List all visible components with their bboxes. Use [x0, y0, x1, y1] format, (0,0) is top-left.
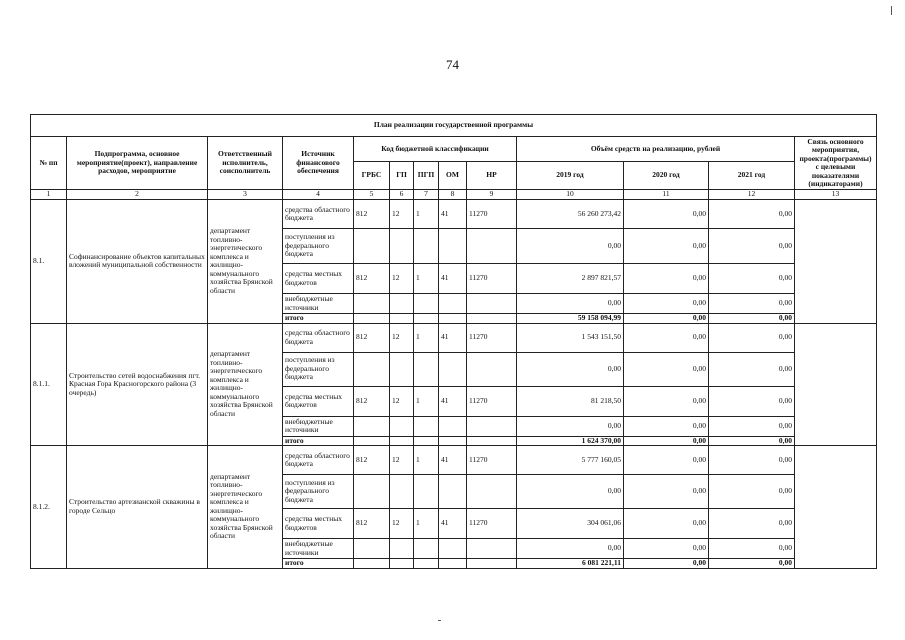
- value-2019: 0,00: [517, 475, 624, 509]
- value-2020: 0,00: [624, 229, 709, 264]
- value-2021: 0,00: [709, 229, 795, 264]
- indicator-link-cell: [795, 323, 877, 446]
- value-2019: 56 260 273,42: [517, 200, 624, 229]
- grbs-cell: [354, 416, 390, 436]
- pgp-cell: 1: [414, 264, 439, 294]
- table-title: План реализации государственной программы: [31, 115, 877, 137]
- value-2021: 0,00: [709, 200, 795, 229]
- value-2021: 0,00: [709, 509, 795, 539]
- grbs-cell: [354, 539, 390, 559]
- column-number: 9: [467, 190, 517, 200]
- indicator-link-cell: [795, 446, 877, 569]
- total-2021: 0,00: [709, 436, 795, 446]
- om-cell: [439, 416, 467, 436]
- table-row: [31, 200, 877, 229]
- value-2020: 0,00: [624, 352, 709, 386]
- header-2020: 2020 год: [624, 162, 709, 190]
- nr-cell: 11270: [467, 509, 517, 539]
- column-number: 5: [354, 190, 390, 200]
- gp-cell: [390, 229, 414, 264]
- value-2021: 0,00: [709, 446, 795, 475]
- value-2020: 0,00: [624, 416, 709, 436]
- source-cell: средства местных бюджетов: [283, 509, 354, 539]
- grbs-cell: 812: [354, 446, 390, 475]
- column-number: 13: [795, 190, 877, 200]
- nr-cell: [467, 352, 517, 386]
- page-number: 74: [446, 57, 459, 72]
- value-2021: 0,00: [709, 323, 795, 352]
- grbs-cell: 812: [354, 200, 390, 229]
- om-cell: 41: [439, 200, 467, 229]
- source-cell: средства местных бюджетов: [283, 386, 354, 416]
- gp-cell: [390, 294, 414, 314]
- row-number: 8.1.1.: [31, 323, 67, 446]
- pgp-cell: [414, 539, 439, 559]
- nr-cell: [467, 475, 517, 509]
- pgp-cell: 1: [414, 200, 439, 229]
- om-cell: 41: [439, 446, 467, 475]
- row-number: 8.1.2.: [31, 446, 67, 569]
- gp-cell: [390, 352, 414, 386]
- value-2019: 0,00: [517, 294, 624, 314]
- value-2021: 0,00: [709, 352, 795, 386]
- total-2021: 0,00: [709, 559, 795, 569]
- grbs-cell: 812: [354, 386, 390, 416]
- table-row: [31, 446, 877, 475]
- header-source: Источник финансового обеспечения: [283, 137, 354, 190]
- value-2021: 0,00: [709, 386, 795, 416]
- column-number: 11: [624, 190, 709, 200]
- header-number: № пп: [31, 137, 67, 190]
- value-2020: 0,00: [624, 509, 709, 539]
- value-2021: 0,00: [709, 539, 795, 559]
- grbs-cell: 812: [354, 323, 390, 352]
- gp-cell: 12: [390, 200, 414, 229]
- header-nr: НР: [467, 162, 517, 190]
- executor-name: департамент топливно-энергетического комплекса и жилищно-коммунального хозяйства Брянской области: [208, 200, 283, 324]
- gp-cell: 12: [390, 323, 414, 352]
- table-row: [31, 323, 877, 352]
- source-cell: внебюджетные источники: [283, 294, 354, 314]
- column-number: 3: [208, 190, 283, 200]
- gp-cell: 12: [390, 509, 414, 539]
- om-cell: [439, 294, 467, 314]
- header-2019: 2019 год: [517, 162, 624, 190]
- nr-cell: 11270: [467, 323, 517, 352]
- total-2020: 0,00: [624, 559, 709, 569]
- value-2021: 0,00: [709, 294, 795, 314]
- nr-cell: 11270: [467, 446, 517, 475]
- nr-cell: [467, 416, 517, 436]
- pgp-cell: [414, 416, 439, 436]
- source-cell: поступления из федерального бюджета: [283, 229, 354, 264]
- nr-cell: [467, 539, 517, 559]
- grbs-cell: [354, 229, 390, 264]
- gp-cell: 12: [390, 386, 414, 416]
- pgp-cell: [414, 229, 439, 264]
- om-cell: [439, 229, 467, 264]
- pgp-cell: 1: [414, 323, 439, 352]
- pgp-cell: [414, 475, 439, 509]
- program-plan-table: [30, 114, 877, 569]
- total-label: итого: [283, 436, 354, 446]
- value-2020: 0,00: [624, 200, 709, 229]
- om-cell: 41: [439, 323, 467, 352]
- header-link: Связь основного мероприятия, проекта(программы) с целевыми показателями (индикаторами): [795, 137, 877, 190]
- total-label: итого: [283, 559, 354, 569]
- value-2020: 0,00: [624, 264, 709, 294]
- value-2020: 0,00: [624, 539, 709, 559]
- column-number: 10: [517, 190, 624, 200]
- source-cell: поступления из федерального бюджета: [283, 475, 354, 509]
- activity-name: Строительство сетей водоснабжения пгт. Красная Гора Красногорского района (3 очередь): [67, 323, 208, 446]
- gp-cell: [390, 475, 414, 509]
- column-number: 1: [31, 190, 67, 200]
- om-cell: 41: [439, 386, 467, 416]
- value-2020: 0,00: [624, 446, 709, 475]
- column-number: 2: [67, 190, 208, 200]
- column-number: 8: [439, 190, 467, 200]
- scan-mark: [891, 6, 892, 15]
- value-2021: 0,00: [709, 264, 795, 294]
- om-cell: [439, 352, 467, 386]
- value-2019: 81 218,50: [517, 386, 624, 416]
- pgp-cell: [414, 352, 439, 386]
- executor-name: департамент топливно-энергетического комплекса и жилищно-коммунального хозяйства Брянской области: [208, 446, 283, 569]
- om-cell: [439, 475, 467, 509]
- om-cell: 41: [439, 264, 467, 294]
- gp-cell: 12: [390, 264, 414, 294]
- grbs-cell: [354, 475, 390, 509]
- source-cell: средства областного бюджета: [283, 446, 354, 475]
- source-cell: средства областного бюджета: [283, 323, 354, 352]
- value-2019: 5 777 160,05: [517, 446, 624, 475]
- total-2019: 59 158 094,99: [517, 314, 624, 324]
- gp-cell: 12: [390, 446, 414, 475]
- header-grbs: ГРБС: [354, 162, 390, 190]
- activity-name: Строительство артезианской скважины в городе Сельцо: [67, 446, 208, 569]
- nr-cell: 11270: [467, 386, 517, 416]
- nr-cell: [467, 229, 517, 264]
- value-2020: 0,00: [624, 323, 709, 352]
- header-volume: Объём средств на реализацию, рублей: [517, 137, 795, 162]
- scan-mark: [438, 620, 441, 621]
- value-2019: 0,00: [517, 416, 624, 436]
- total-2019: 6 081 221,11: [517, 559, 624, 569]
- nr-cell: 11270: [467, 200, 517, 229]
- value-2019: 0,00: [517, 539, 624, 559]
- source-cell: внебюджетные источники: [283, 539, 354, 559]
- total-label: итого: [283, 314, 354, 324]
- nr-cell: 11270: [467, 264, 517, 294]
- value-2019: 2 897 821,57: [517, 264, 624, 294]
- pgp-cell: 1: [414, 386, 439, 416]
- value-2020: 0,00: [624, 294, 709, 314]
- header-pgp: ПГП: [414, 162, 439, 190]
- program-plan-table-wrapper: [30, 114, 877, 569]
- om-cell: [439, 539, 467, 559]
- header-2021: 2021 год: [709, 162, 795, 190]
- column-number: 6: [390, 190, 414, 200]
- grbs-cell: 812: [354, 264, 390, 294]
- value-2021: 0,00: [709, 416, 795, 436]
- header-budget-code: Код бюджетной классификации: [354, 137, 517, 162]
- value-2019: 0,00: [517, 352, 624, 386]
- om-cell: 41: [439, 509, 467, 539]
- value-2019: 304 061,06: [517, 509, 624, 539]
- header-subprogram: Подпрограмма, основное мероприятие(проект), направление расходов, мероприятие: [67, 137, 208, 190]
- pgp-cell: [414, 294, 439, 314]
- header-om: ОМ: [439, 162, 467, 190]
- source-cell: поступления из федерального бюджета: [283, 352, 354, 386]
- total-2019: 1 624 370,00: [517, 436, 624, 446]
- value-2019: 1 543 151,50: [517, 323, 624, 352]
- header-gp: ГП: [390, 162, 414, 190]
- nr-cell: [467, 294, 517, 314]
- total-2021: 0,00: [709, 314, 795, 324]
- indicator-link-cell: [795, 200, 877, 324]
- column-number: 12: [709, 190, 795, 200]
- column-number: 7: [414, 190, 439, 200]
- grbs-cell: [354, 352, 390, 386]
- header-executor: Ответственный исполнитель, соисполнитель: [208, 137, 283, 190]
- gp-cell: [390, 539, 414, 559]
- source-cell: средства областного бюджета: [283, 200, 354, 229]
- value-2020: 0,00: [624, 386, 709, 416]
- value-2019: 0,00: [517, 229, 624, 264]
- executor-name: департамент топливно-энергетического комплекса и жилищно-коммунального хозяйства Брянской области: [208, 323, 283, 446]
- row-number: 8.1.: [31, 200, 67, 324]
- total-2020: 0,00: [624, 436, 709, 446]
- source-cell: средства местных бюджетов: [283, 264, 354, 294]
- source-cell: внебюджетные источники: [283, 416, 354, 436]
- gp-cell: [390, 416, 414, 436]
- grbs-cell: 812: [354, 509, 390, 539]
- activity-name: Софинансирование объектов капитальных вложений муниципальной собственности: [67, 200, 208, 324]
- pgp-cell: 1: [414, 446, 439, 475]
- total-2020: 0,00: [624, 314, 709, 324]
- value-2021: 0,00: [709, 475, 795, 509]
- value-2020: 0,00: [624, 475, 709, 509]
- grbs-cell: [354, 294, 390, 314]
- pgp-cell: 1: [414, 509, 439, 539]
- column-number: 4: [283, 190, 354, 200]
